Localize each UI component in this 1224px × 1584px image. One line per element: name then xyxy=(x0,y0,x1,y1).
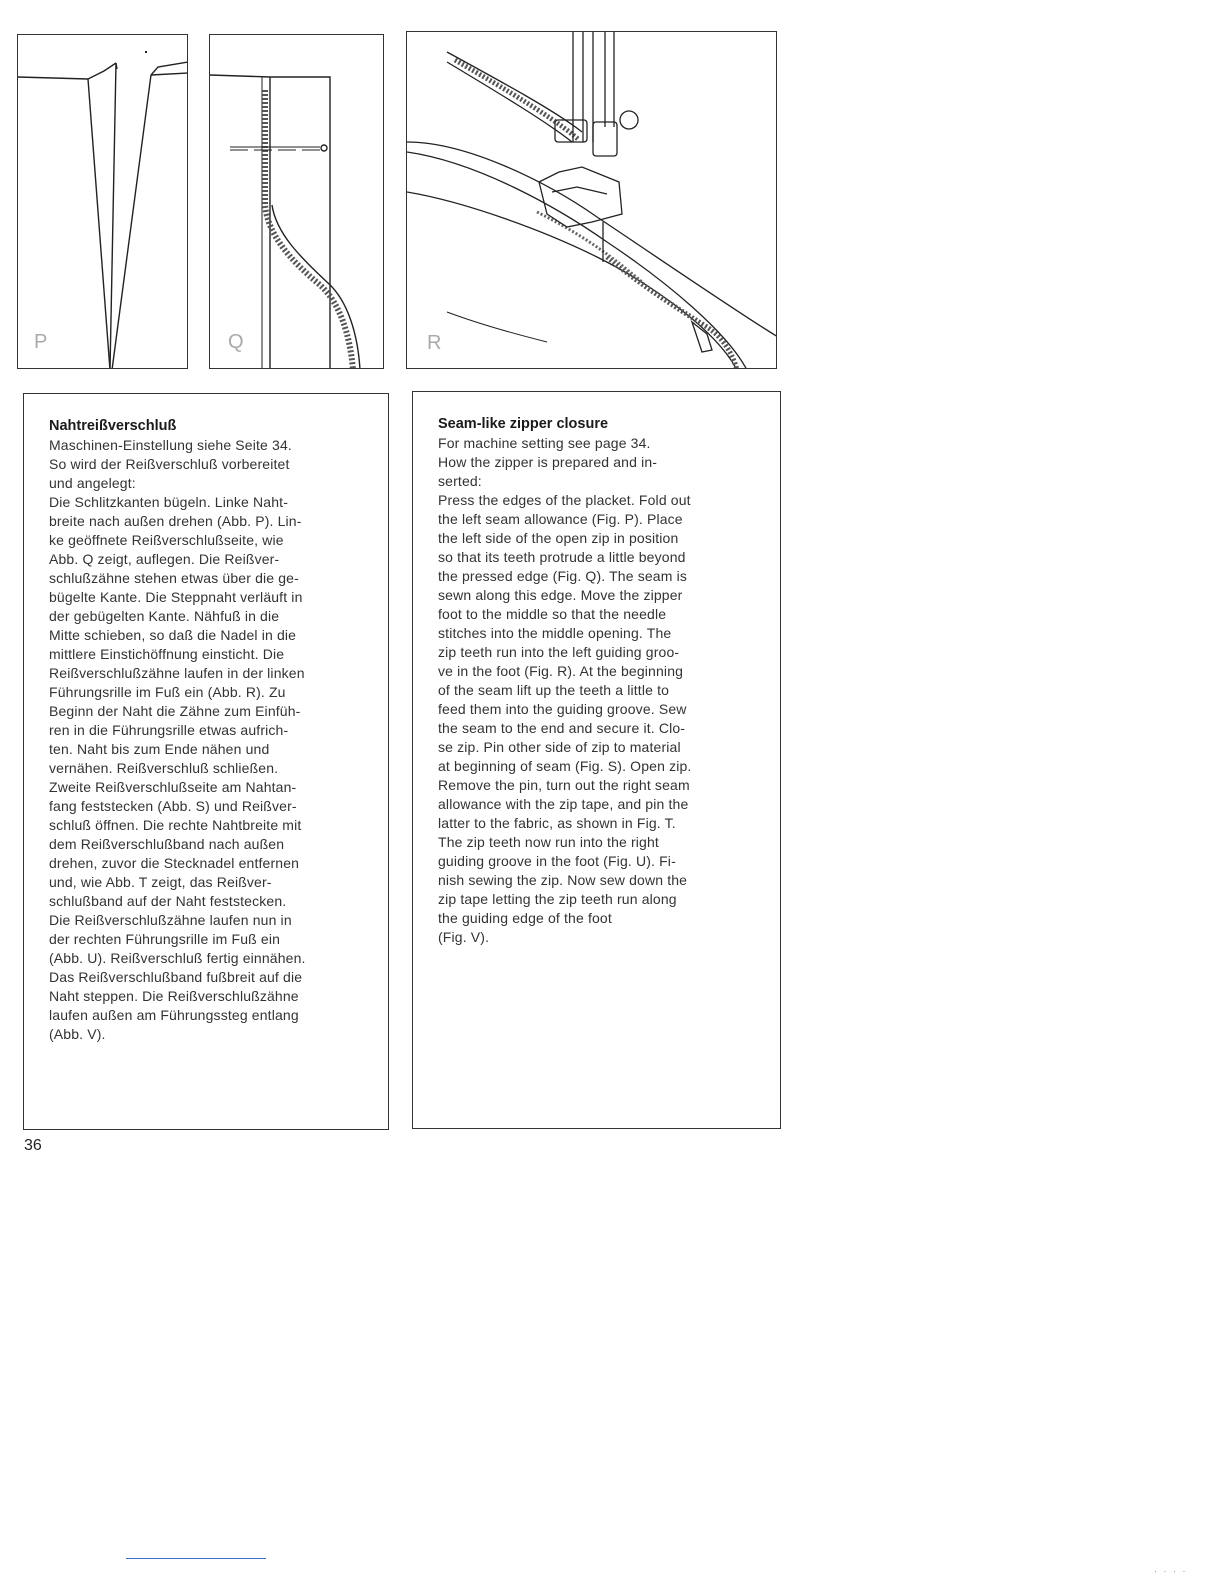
text-line: Führungsrille im Fuß ein (Abb. R). Zu xyxy=(49,684,286,700)
text-line: drehen, zuvor die Stecknadel entfernen xyxy=(49,855,300,871)
text-line: Reißverschlußzähne laufen in der linken xyxy=(49,665,305,681)
text-line: Die Reißverschlußzähne laufen nun in xyxy=(49,912,292,928)
text-line: zip teeth run into the left guiding groo- xyxy=(438,644,680,660)
text-line: der rechten Führungsrille im Fuß ein xyxy=(49,931,281,947)
text-line: Maschinen-Einstellung siehe Seite 34. xyxy=(49,437,292,453)
text-line: vernähen. Reißverschluß schließen. xyxy=(49,760,279,776)
text-line: ren in die Führungsrille etwas aufrich- xyxy=(49,722,289,738)
text-line: The zip teeth now run into the right xyxy=(438,834,659,850)
text-line: zip tape letting the zip teeth run along xyxy=(438,891,677,907)
text-line: ke geöffnete Reißverschlußseite, wie xyxy=(49,532,284,548)
text-line: at beginning of seam (Fig. S). Open zip. xyxy=(438,758,692,774)
text-line: ten. Naht bis zum Ende nähen und xyxy=(49,741,270,757)
figure-p-drawing xyxy=(18,35,188,369)
figure-label-p: P xyxy=(34,331,48,353)
text-line: schluß öffnen. Die rechte Nahtbreite mit xyxy=(49,817,302,833)
text-line: the left side of the open zip in position xyxy=(438,530,679,546)
english-instructions-box xyxy=(412,391,781,1129)
english-heading: Seam-like zipper closure xyxy=(438,416,609,432)
text-line: foot to the middle so that the needle xyxy=(438,606,667,622)
text-line: Press the edges of the placket. Fold out xyxy=(438,492,691,508)
corner-marks: · · · · xyxy=(1154,1566,1188,1576)
text-line: bügelte Kante. Die Steppnaht verläuft in xyxy=(49,589,303,605)
text-line: fang feststecken (Abb. S) und Reißver- xyxy=(49,798,297,814)
text-line: und, wie Abb. T zeigt, das Reißver- xyxy=(49,874,272,890)
german-heading: Nahtreißverschluß xyxy=(49,418,177,434)
figure-q-drawing xyxy=(210,35,384,369)
text-line: the seam to the end and secure it. Clo- xyxy=(438,720,686,736)
text-line: und angelegt: xyxy=(49,475,136,491)
text-line: schlußband auf der Naht feststecken. xyxy=(49,893,287,909)
text-line: the pressed edge (Fig. Q). The seam is xyxy=(438,568,687,584)
page-number: 36 xyxy=(24,1137,42,1154)
text-line: der gebügelten Kante. Nähfuß in die xyxy=(49,608,280,624)
figure-label-r: R xyxy=(427,332,442,354)
text-line: (Abb. V). xyxy=(49,1026,106,1042)
text-line: nish sewing the zip. Now sew down the xyxy=(438,872,688,888)
german-body xyxy=(49,436,378,1044)
text-line: Remove the pin, turn out the right seam xyxy=(438,777,690,793)
text-line: Naht steppen. Die Reißverschlußzähne xyxy=(49,988,299,1004)
text-line: Die Schlitzkanten bügeln. Linke Naht- xyxy=(49,494,289,510)
text-line: latter to the fabric, as shown in Fig. T. xyxy=(438,815,676,831)
text-line: serted: xyxy=(438,473,482,489)
english-body xyxy=(438,434,770,947)
text-line: Beginn der Naht die Zähne zum Einfüh- xyxy=(49,703,301,719)
text-line: So wird der Reißverschluß vorbereitet xyxy=(49,456,290,472)
text-line: Abb. Q zeigt, auflegen. Die Reißver- xyxy=(49,551,280,567)
text-line: the left seam allowance (Fig. P). Place xyxy=(438,511,683,527)
text-line: ve in the foot (Fig. R). At the beginning xyxy=(438,663,684,679)
text-line: laufen außen am Führungssteg entlang xyxy=(49,1007,299,1023)
text-line: Das Reißverschlußband fußbreit auf die xyxy=(49,969,303,985)
text-line: dem Reißverschlußband nach außen xyxy=(49,836,285,852)
text-line: (Abb. U). Reißverschluß fertig einnähen. xyxy=(49,950,306,966)
figure-p xyxy=(17,34,188,369)
text-line: of the seam lift up the teeth a little to xyxy=(438,682,670,698)
text-line: For machine setting see page 34. xyxy=(438,435,651,451)
text-line: mittlere Einstichöffnung einsticht. Die xyxy=(49,646,285,662)
text-line: the guiding edge of the foot xyxy=(438,910,612,926)
german-instructions-box xyxy=(23,393,389,1130)
figure-r xyxy=(406,31,777,369)
text-line: sewn along this edge. Move the zipper xyxy=(438,587,683,603)
figure-r-drawing xyxy=(407,32,777,369)
text-line: How the zipper is prepared and in- xyxy=(438,454,658,470)
text-line: guiding groove in the foot (Fig. U). Fi- xyxy=(438,853,676,869)
figure-q xyxy=(209,34,384,369)
text-line: Zweite Reißverschlußseite am Nahtan- xyxy=(49,779,297,795)
text-line: se zip. Pin other side of zip to material xyxy=(438,739,681,755)
text-line: so that its teeth protrude a little beyond xyxy=(438,549,686,565)
text-line: feed them into the guiding groove. Sew xyxy=(438,701,687,717)
text-line: Mitte schieben, so daß die Nadel in die xyxy=(49,627,297,643)
figure-label-q: Q xyxy=(228,331,244,353)
text-line: (Fig. V). xyxy=(438,929,490,945)
text-line: stitches into the middle opening. The xyxy=(438,625,672,641)
footer-rule xyxy=(126,1558,266,1559)
text-line: schlußzähne stehen etwas über die ge- xyxy=(49,570,299,586)
text-line: allowance with the zip tape, and pin the xyxy=(438,796,689,812)
text-line: breite nach außen drehen (Abb. P). Lin- xyxy=(49,513,302,529)
